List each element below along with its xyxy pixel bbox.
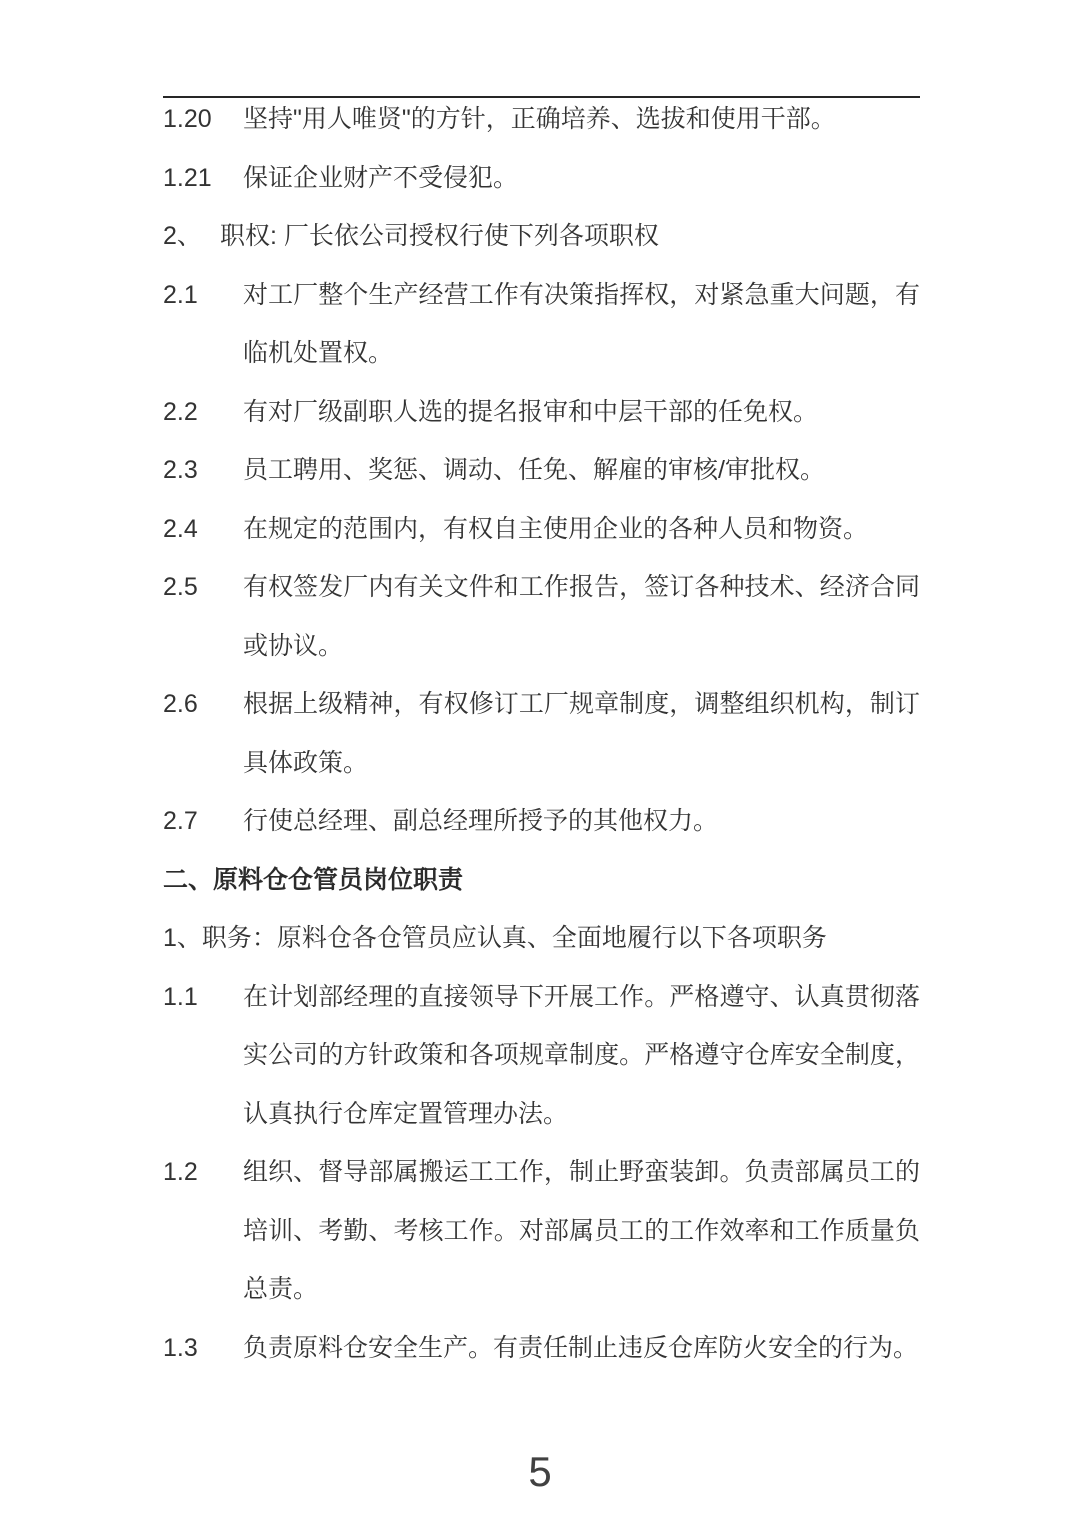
section-intro: 1、职务：原料仓各仓管员应认真、全面地履行以下各项职务 — [163, 924, 827, 952]
item-number: 2、 — [163, 222, 202, 250]
item-number: 2.6 — [163, 690, 198, 718]
item-number: 2.2 — [163, 397, 198, 426]
list-item-1-21 — [163, 149, 920, 208]
item-text: 员工聘用、奖惩、调动、任免、解雇的审核/审批权。 — [243, 456, 825, 484]
item-number: 1.1 — [163, 982, 198, 1011]
item-number: 2.3 — [163, 456, 198, 484]
list-item-1-1 — [163, 968, 920, 1144]
list-item-1-2 — [163, 1143, 920, 1319]
list-item-1-3 — [163, 1319, 920, 1378]
list-item-2-2 — [163, 383, 920, 442]
list-item-2-3 — [163, 441, 920, 500]
document-body — [163, 90, 920, 1377]
item-text: 有权签发厂内有关文件和工作报告，签订各种技术、经济合同或协议。 — [243, 573, 920, 660]
item-number: 1.3 — [163, 1333, 198, 1362]
page-number: 5 — [528, 1448, 552, 1495]
item-number: 2.7 — [163, 807, 198, 835]
item-number: 2.4 — [163, 514, 198, 543]
list-item-2-4 — [163, 500, 920, 559]
list-item-2-6 — [163, 675, 920, 792]
item-text: 在规定的范围内，有权自主使用企业的各种人员和物资。 — [243, 514, 869, 543]
item-number: 2.1 — [163, 280, 198, 309]
list-item-2-5 — [163, 558, 920, 675]
item-text: 有对厂级副职人选的提名报审和中层干部的任免权。 — [243, 397, 819, 426]
item-text: 坚持"用人唯贤"的方针，正确培养、选拔和使用干部。 — [243, 105, 836, 133]
item-text: 负责原料仓安全生产。有责任制止违反仓库防火安全的行为。 — [243, 1333, 919, 1362]
item-text: 保证企业财产不受侵犯。 — [243, 163, 519, 192]
list-item-1-20 — [163, 90, 920, 149]
item-text: 职权: 厂长依公司授权行使下列各项职权 — [220, 222, 659, 250]
list-item-2-7 — [163, 792, 920, 851]
item-number: 1.2 — [163, 1158, 198, 1186]
item-text: 组织、督导部属搬运工工作，制止野蛮装卸。负责部属员工的培训、考勤、考核工作。对部属员工的工作效率和工作质量负总责。 — [243, 1158, 920, 1303]
item-text: 对工厂整个生产经营工作有决策指挥权，对紧急重大问题，有临机处置权。 — [243, 280, 920, 367]
list-item-2 — [163, 207, 920, 266]
item-number: 1.21 — [163, 163, 212, 192]
item-text: 行使总经理、副总经理所授予的其他权力。 — [243, 807, 719, 835]
list-item-2-1 — [163, 266, 920, 383]
section-heading: 二、原料仓仓管员岗位职责 — [163, 865, 464, 894]
item-text: 在计划部经理的直接领导下开展工作。严格遵守、认真贯彻落实公司的方针政策和各项规章制度。严格遵守仓库安全制度，认真执行仓库定置管理办法。 — [243, 982, 920, 1128]
item-text: 根据上级精神，有权修订工厂规章制度，调整组织机构，制订具体政策。 — [243, 690, 920, 777]
item-number: 1.20 — [163, 105, 212, 133]
item-number: 2.5 — [163, 573, 198, 601]
